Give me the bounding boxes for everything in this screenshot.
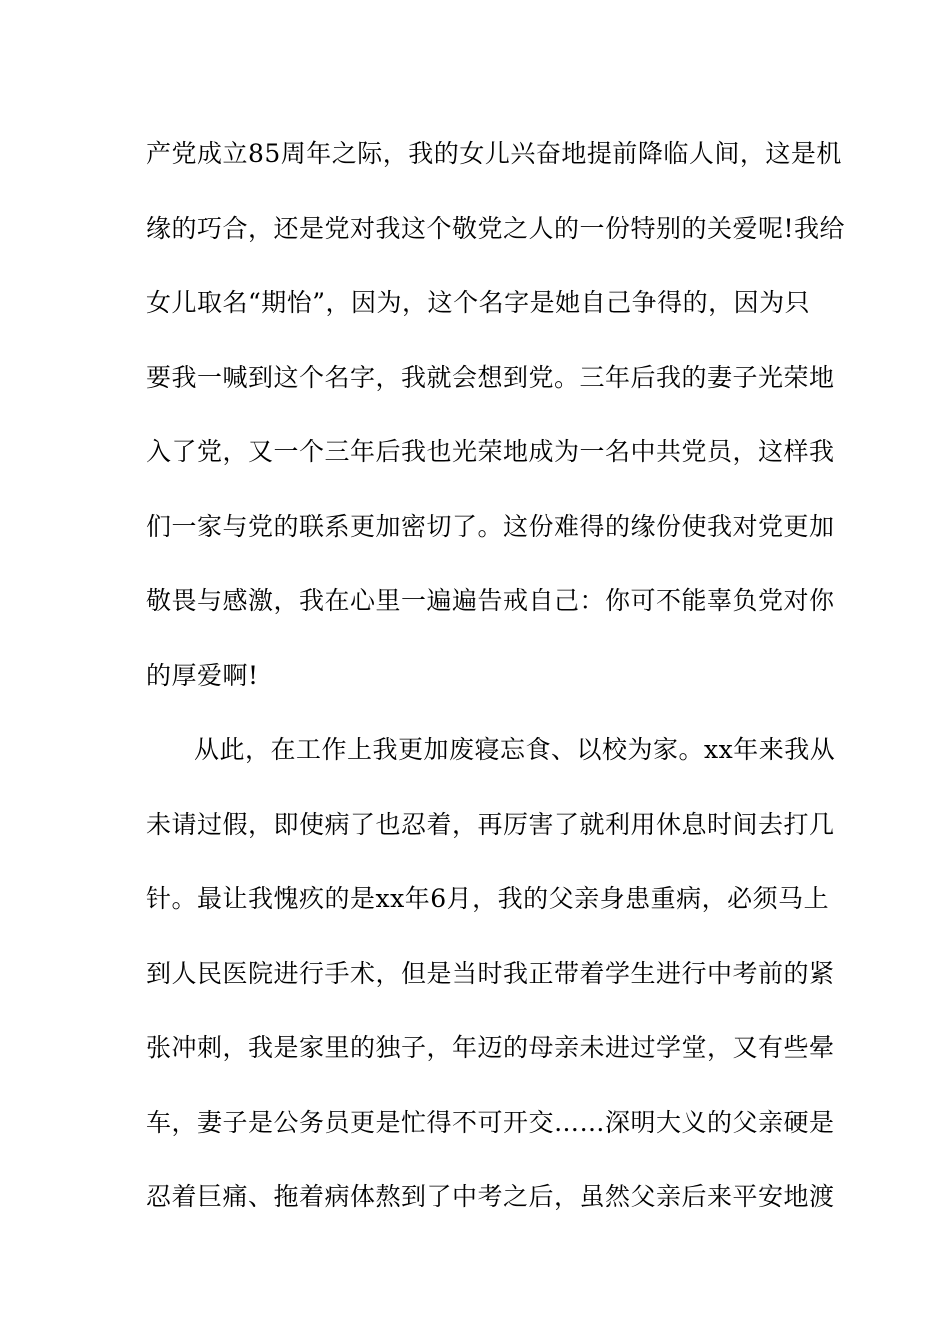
text-line: 未请过假，即使病了也忍着，再厉害了就利用休息时间去打几 [146,809,835,839]
text-line: 车，妻子是公务员更是忙得不可开交……深明大义的父亲硬是 [146,1107,835,1137]
body-text [146,128,846,1246]
paragraph-start-line: 从此，在工作上我更加废寝忘食、以校为家。xx年来我从 [194,735,836,764]
text-line: 女儿取名“期怡”，因为，这个名字是她自己争得的，因为只 [146,288,811,317]
text-line: 敬畏与感激，我在心里一遍遍告戒自己：你可不能辜负党对你 [146,586,835,615]
text-line: 入了党，又一个三年后我也光荣地成为一名中共党员，这样我 [146,437,835,466]
text-line: 针。最让我愧疚的是xx年6月，我的父亲身患重病，必须马上 [146,884,830,913]
text-line: 的厚爱啊! [146,660,259,690]
text-line: 到人民医院进行手术，但是当时我正带着学生进行中考前的紧 [146,958,835,988]
text-line: 们一家与党的联系更加密切了。这份难得的缘份使我对党更加 [146,511,835,541]
text-line: 缘的巧合，还是党对我这个敬党之人的一份特别的关爱呢!我给 [146,213,846,243]
text-line: 产党成立85周年之际，我的女儿兴奋地提前降临人间，这是机 [146,139,842,168]
text-line: 要我一喊到这个名字，我就会想到党。三年后我的妻子光荣地 [146,362,835,392]
text-line: 忍着巨痛、拖着病体熬到了中考之后，虽然父亲后来平安地渡 [146,1182,835,1211]
text-line: 张冲刺，我是家里的独子，年迈的母亲未进过学堂，又有些晕 [146,1033,835,1062]
